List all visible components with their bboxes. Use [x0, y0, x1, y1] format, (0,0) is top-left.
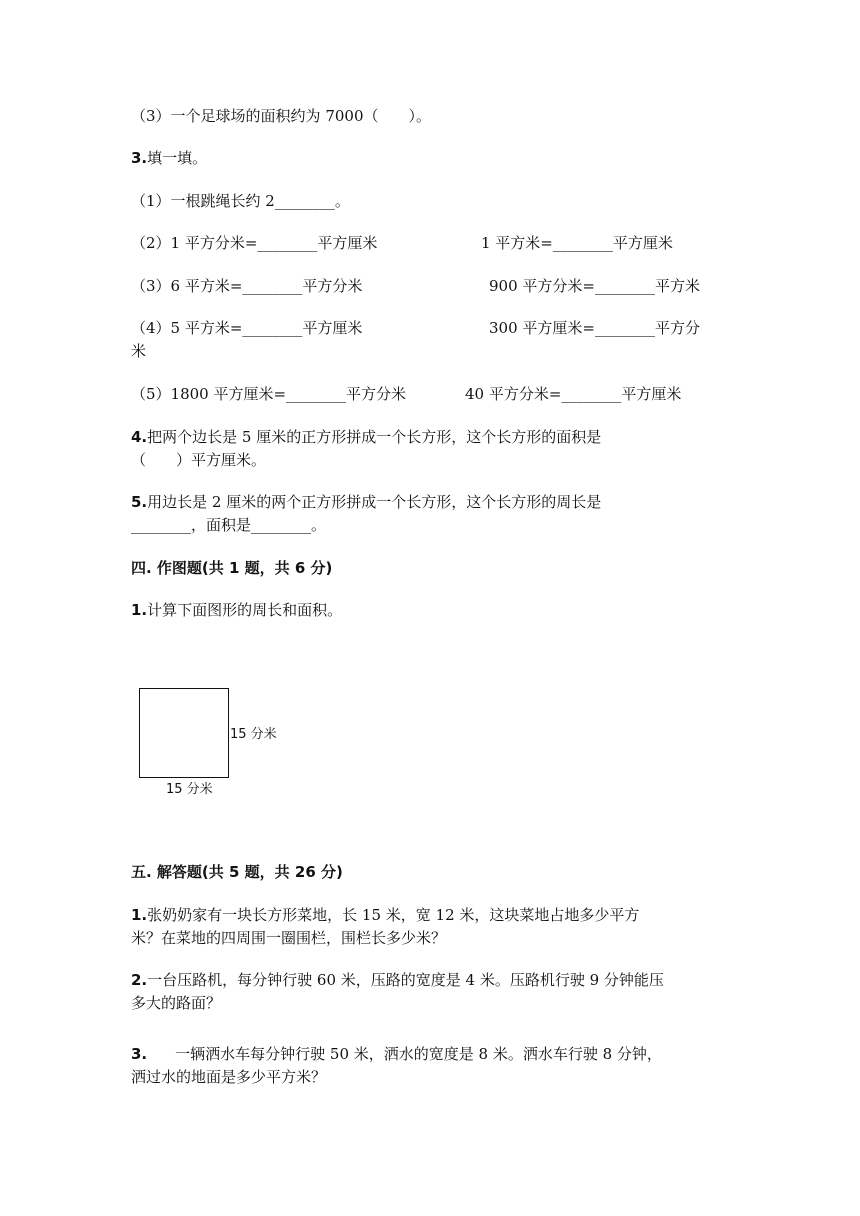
square-bottom-label: 15 分米 [166, 782, 213, 797]
section-5-question-2-cont: 多大的路面？ [131, 994, 222, 1012]
question-number: 3. [131, 149, 148, 167]
question-2-3: （3）一个足球场的面积约为 7000（ ）。 [131, 107, 431, 125]
square-figure [139, 688, 229, 778]
fill-item-4c: 米 [131, 342, 147, 360]
question-3-title [131, 147, 207, 169]
fill-item-3a: （3）6 平方米=________平方分米 [131, 277, 363, 295]
question-text: 把两个边长是 5 厘米的正方形拼成一个长方形，这个长方形的面积是 [147, 428, 602, 446]
fill-item-5a: （5）1800 平方厘米=________平方分米 [131, 385, 407, 403]
question-number: 2. [131, 971, 148, 989]
section-5-question-2 [131, 969, 664, 991]
question-number: 5. [131, 493, 148, 511]
square-side-label: 15 分米 [230, 727, 277, 742]
fill-item-2b: 1 平方米=________平方厘米 [481, 234, 673, 252]
question-5 [131, 491, 601, 513]
section-4-question-1 [131, 599, 342, 621]
section-4-heading: 四. 作图题(共 1 题，共 6 分) [131, 559, 333, 577]
fill-item-5b: 40 平方分米=________平方厘米 [465, 385, 682, 403]
question-number: 3. [131, 1045, 148, 1063]
fill-item-4b: 300 平方厘米=________平方分 [489, 319, 700, 337]
question-4 [131, 426, 601, 448]
question-5-cont: ________，面积是________。 [131, 516, 327, 534]
question-text: 填一填。 [147, 149, 208, 167]
question-number: 1. [131, 601, 148, 619]
fill-item-2a: （2）1 平方分米=________平方厘米 [131, 234, 378, 252]
fill-item-1: （1）一根跳绳长约 2________。 [131, 192, 350, 210]
question-text: 一辆洒水车每分钟行驶 50 米，洒水的宽度是 8 米。洒水车行驶 8 分钟， [175, 1045, 662, 1063]
question-text: 张奶奶家有一块长方形菜地，长 15 米，宽 12 米，这块菜地占地多少平方 [147, 906, 640, 924]
section-5-question-3 [131, 1043, 662, 1065]
question-number: 4. [131, 428, 148, 446]
section-5-question-3-cont: 洒过水的地面是多少平方米？ [131, 1068, 327, 1086]
question-4-cont: （ ）平方厘米。 [131, 451, 267, 469]
question-number: 1. [131, 906, 148, 924]
question-text: 计算下面图形的周长和面积。 [147, 601, 343, 619]
question-text: 用边长是 2 厘米的两个正方形拼成一个长方形，这个长方形的周长是 [147, 493, 602, 511]
section-5-question-1-cont: 米？在菜地的四周围一圈围栏，围栏长多少米？ [131, 929, 447, 947]
fill-item-4a: （4）5 平方米=________平方厘米 [131, 319, 363, 337]
fill-item-3b: 900 平方分米=________平方米 [489, 277, 700, 295]
section-5-question-1 [131, 904, 639, 926]
section-5-heading: 五. 解答题(共 5 题，共 26 分) [131, 863, 343, 881]
question-text: 一台压路机，每分钟行驶 60 米，压路的宽度是 4 米。压路机行驶 9 分钟能压 [147, 971, 664, 989]
